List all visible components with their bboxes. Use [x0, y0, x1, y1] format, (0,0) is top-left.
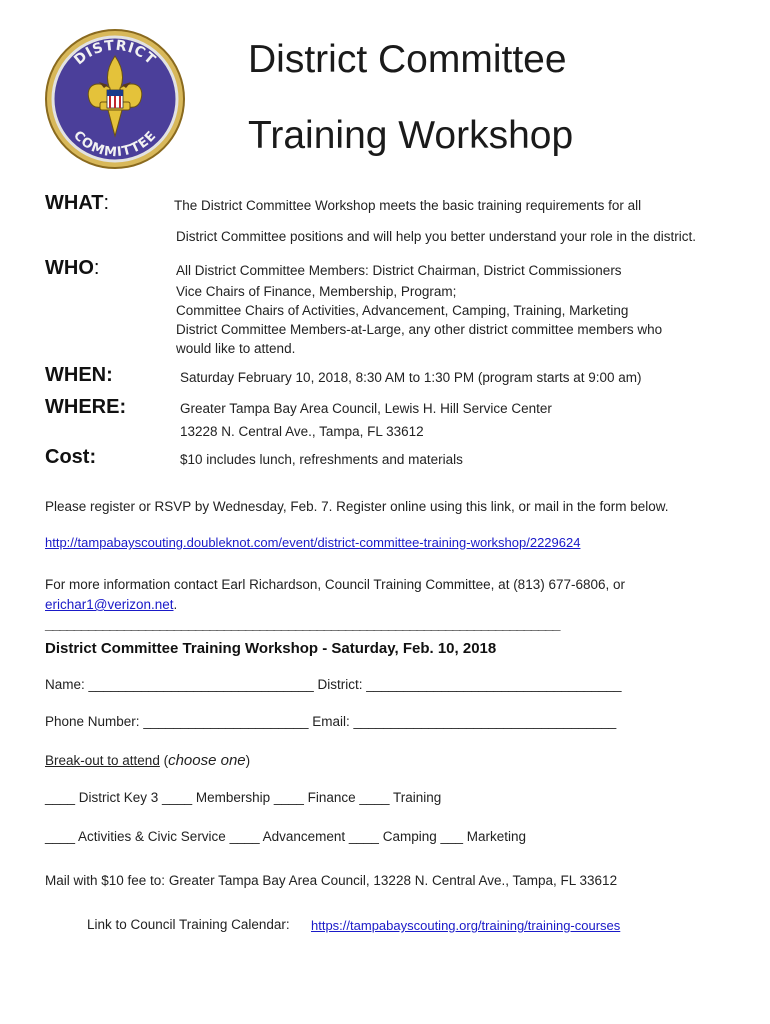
cost-label: Cost:: [45, 446, 97, 468]
what-text-line2: District Committee positions and will help you better understand your role in the district.: [176, 229, 696, 244]
badge-top-text: DISTRICT: [71, 37, 159, 69]
name-field[interactable]: ______________________________: [88, 677, 314, 692]
cost-value: $10 includes lunch, refreshments and materials: [180, 452, 463, 467]
register-link[interactable]: http://tampabayscouting.doubleknot.com/event/district-committee-training-workshop/2229624: [45, 535, 581, 550]
where-line2: 13228 N. Central Ave., Tampa, FL 33612: [180, 424, 424, 439]
who-line: Vice Chairs of Finance, Membership, Program;: [176, 284, 457, 299]
contact-email-link[interactable]: erichar1@verizon.net: [45, 597, 174, 612]
breakout-options-row1[interactable]: ____ District Key 3 ____ Membership ____ Finance ____ Training: [45, 790, 442, 805]
page-title-line1: District Committee: [248, 38, 567, 81]
who-line: would like to attend.: [176, 341, 296, 356]
badge-emblem-icon: [44, 28, 186, 170]
breakout-choose: choose one: [168, 752, 246, 769]
form-divider: ________________________________________________________________________: [45, 616, 560, 633]
breakout-label: Break-out to attend: [45, 753, 160, 768]
district-label: District:: [313, 677, 367, 692]
phone-label: Phone Number:: [45, 714, 144, 729]
calendar-label: Link to Council Training Calendar:: [87, 917, 290, 932]
where-label: WHERE:: [45, 396, 127, 418]
badge-bottom-text: COMMITTEE: [70, 128, 160, 161]
breakout-row: [45, 752, 250, 769]
district-committee-badge: [44, 28, 186, 170]
what-text-line1: The District Committee Workshop meets the basic training requirements for all: [174, 198, 642, 213]
breakout-open: (: [159, 753, 169, 768]
who-line: District Committee Members-at-Large, any other district committee members who: [176, 322, 663, 337]
who-label: [45, 257, 99, 280]
what-label: [45, 192, 109, 215]
phone-field[interactable]: ______________________: [143, 714, 309, 729]
name-label: Name:: [45, 677, 89, 692]
district-field[interactable]: __________________________________: [366, 677, 622, 692]
calendar-link[interactable]: https://tampabayscouting.org/training/training-courses: [311, 918, 621, 933]
when-label: WHEN:: [45, 364, 113, 386]
page-title-line2: Training Workshop: [248, 114, 574, 157]
what-label-text: WHAT: [45, 192, 104, 214]
phone-email-row: [45, 714, 616, 729]
who-line: Committee Chairs of Activities, Advancement, Camping, Training, Marketing: [176, 303, 629, 318]
who-colon: :: [93, 257, 100, 279]
register-text: Please register or RSVP by Wednesday, Feb. 7. Register online using this link, or mail in the form below.: [45, 499, 669, 514]
email-field[interactable]: ___________________________________: [353, 714, 617, 729]
where-line1: Greater Tampa Bay Area Council, Lewis H. Hill Service Center: [180, 401, 552, 416]
contact-text: For more information contact Earl Richardson, Council Training Committee, at (813) 677-6806, or: [45, 577, 626, 592]
what-colon: :: [103, 192, 110, 214]
breakout-options-row2[interactable]: ____ Activities & Civic Service ____ Advancement ____ Camping ___ Marketing: [45, 829, 527, 844]
who-line: All District Committee Members: District Chairman, District Commissioners: [176, 263, 622, 278]
who-label-text: WHO: [45, 257, 94, 279]
contact-period: .: [173, 597, 178, 612]
breakout-close: ): [245, 753, 251, 768]
when-value: Saturday February 10, 2018, 8:30 AM to 1:30 PM (program starts at 9:00 am): [180, 370, 642, 385]
email-label: Email:: [308, 714, 354, 729]
contact-email-line: [45, 596, 177, 614]
form-title: District Committee Training Workshop - Saturday, Feb. 10, 2018: [45, 640, 497, 657]
name-district-row: [45, 677, 622, 692]
mail-instructions: Mail with $10 fee to: Greater Tampa Bay Area Council, 13228 N. Central Ave., Tampa, FL 33612: [45, 873, 618, 888]
